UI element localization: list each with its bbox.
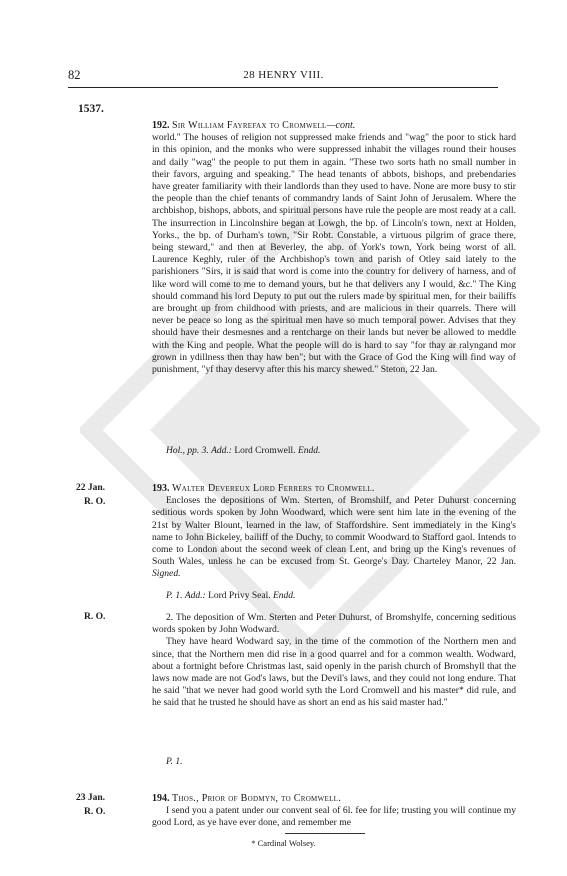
entry-number: 192. (152, 120, 170, 131)
entry-number: 193. (152, 483, 170, 494)
footnote-rule (285, 833, 365, 834)
header-rule (68, 87, 498, 88)
entry-title: Thos., Prior of Bodmyn, to Cromwell. (172, 793, 342, 804)
note-label: Hol., pp. 3. (166, 446, 209, 456)
entry-body: world." The houses of religion not suppressed make friends and "wag" the poor to stick hard in this opinion, and the monks who were suppressed inhabit the villages round their houses and daily "wag" the people to put them in again. "These two sorts hath no small number in their favors, arguing and speaking." The head tenants of abbots, bishops, and prebendaries have greater familiarity with their landlords than they used to have. None are more busy to stir the people than the chief tenants of commandry lands of Saint John of Jerusalem. Where the archbishop, bishops, abbots, and spiritual persons have rule the people are most ready at a call. The insurrection in Lincolnshire began at Lowgh, the bp. of Lincoln's town, next at Holden, Yorks., the bp. of Durham's town, "Sir Robt. Constable, a virtuous pilgrim of grace there, being steward," and then at Beverley, the abp. of York's town, York being worst of all. Laurence Keghly, ruler of the Archbishop's town and parish of Otley said lately to the parishioners "Sirs, it is said that word is come into the country for delivery of harness, and of like word will come to me to demand yours, but he that delivers any I would, &c." The King should command his lord Deputy to put out the rulers made by spiritual men, for their bailiffs are brought up from childhood with priests, and are malicious in their quarrels. There will never be peace so long as the spiritual men have so much temporal power. Advises that they should have their desmesnes and a rentcharge on their lands but never be allowed to meddle with the King and people. What the people will do is hard to say "for thay ar ralyngand mor grown in ydillness then thay haw ben"; but with the Grace of God the King will find way of punishment, "yf thay deservy after this his marcy shewed." Steton, 22 Jan. (152, 132, 516, 376)
entry-193-date: 22 Jan. (76, 483, 106, 493)
note-label: P. 1. (166, 757, 183, 767)
entry-heading (152, 793, 516, 805)
entry-title: Walter Devereux Lord Ferrers to Cromwell. (172, 483, 375, 494)
entry-194 (152, 793, 516, 830)
note-endorsed: Endd. (272, 591, 296, 601)
page-number: 82 (68, 68, 81, 82)
entry-heading (152, 483, 516, 495)
entry-body-text: Encloses the depositions of Wm. Sterten, of Bromshilf, and Peter Duhurst concerning seditious words spoken by John Woodward, which were sent him late in the evening of the 21st by Walter Blount, learned in the law, of Staffordshire. Sent immediately in the King's name to John Bickeley, bailiff of the Duchy, to commit Woodward to Stafford gaol. Intends to come to London about the second week of clean Lent, and bring up the King's revenues of South Wales, unless he can be excused from St. George's Day. Charteley Manor, 22 Jan. (152, 495, 516, 568)
deposition-text: They have heard Wodward say, in the time of the commotion of the Northern men and since, that the Northern men did rise in a good quarrel and for a common wealth. Wodward, about a fortnight before Christmas last, said openly in the parish church of Bromshyll that the laws now made are not God's laws, but the Devil's laws, and they could not long endure. That he said "that we never had good world syth the Lord Cromwell and his master* did rule, and he said that he trusted he should have as short an end as his said master had." (152, 636, 516, 709)
entry-heading (152, 120, 516, 132)
page-header (0, 68, 567, 84)
entry-193-deposition (152, 612, 516, 710)
entry-193-source: R. O. (84, 497, 106, 507)
entry-192-note (166, 445, 516, 457)
note-add-label: Add.: (184, 591, 206, 601)
entry-193 (152, 483, 516, 581)
running-title: 28 HENRY VIII. (243, 69, 324, 81)
note-address: Lord Cromwell. (234, 446, 296, 456)
deposition-intro: 2. The deposition of Wm. Sterten and Peter Duhurst, of Bromshylfe, concerning seditious words spoken by John Wodward. (152, 612, 516, 636)
entry-194-date: 23 Jan. (76, 793, 106, 803)
entry-title: Sir William Fayrefax to Cromwell (172, 120, 327, 131)
entry-body: I send you a patent under our convent seal of 6l. fee for life; trusting you will continue my good Lord, as ye have ever done, and remember me (152, 805, 516, 829)
entry-title-suffix: —cont. (326, 120, 356, 131)
entry-193-sub-note (166, 756, 516, 768)
note-label: P. 1. (166, 591, 183, 601)
year-marker: 1537. (78, 103, 104, 115)
entry-193-sub-source: R. O. (84, 612, 106, 622)
signed-mark: Signed. (152, 568, 181, 580)
footnote: * Cardinal Wolsey. (251, 838, 316, 848)
entry-194-source: R. O. (84, 807, 106, 817)
entry-192 (152, 120, 516, 376)
entry-body (152, 495, 516, 580)
entry-number: 194. (152, 793, 170, 804)
note-add-label: Add.: (211, 446, 232, 456)
entry-193-note (166, 590, 516, 602)
note-endorsed: Endd. (297, 446, 321, 456)
note-address: Lord Privy Seal. (208, 591, 271, 601)
